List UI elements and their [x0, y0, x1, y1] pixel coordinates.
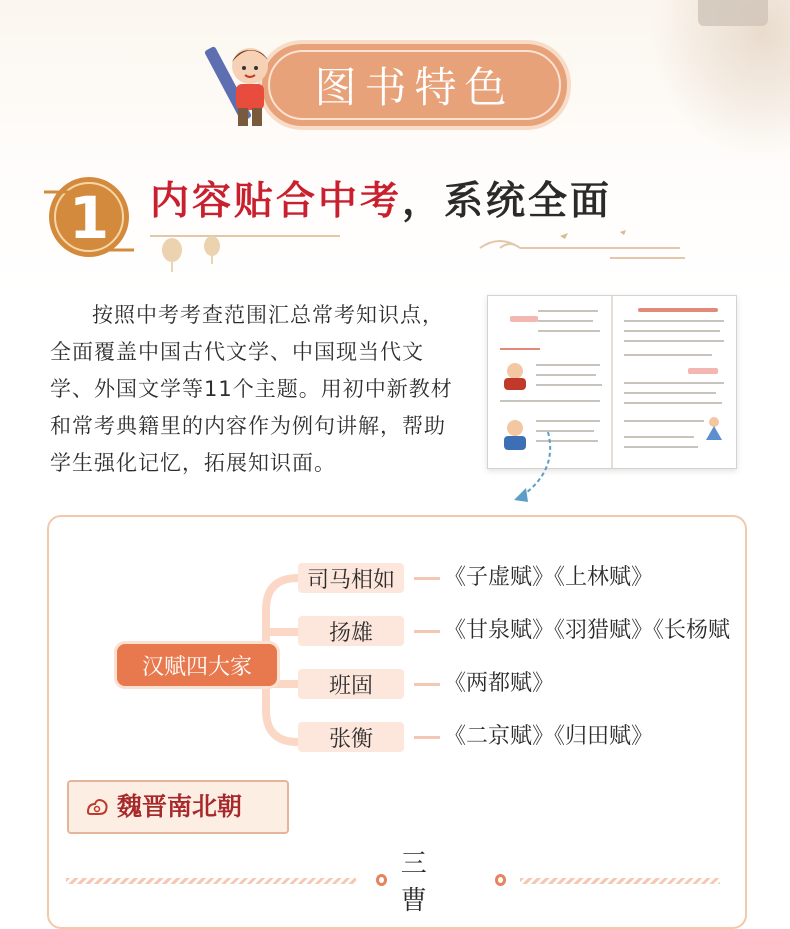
author-box: 班固	[298, 669, 404, 699]
book-line	[624, 446, 698, 448]
title-banner	[262, 44, 567, 126]
figure-icon	[700, 414, 728, 442]
section-number: 1	[68, 184, 110, 252]
works-text: 《两都赋》	[444, 671, 555, 696]
works-text: 《子虚赋》《上林赋》	[444, 565, 654, 590]
heading-rest: ，系统全面	[402, 179, 613, 224]
author-box: 司马相如	[298, 563, 404, 593]
connector-dash	[414, 736, 440, 739]
book-line	[624, 382, 724, 384]
book-accent	[688, 368, 718, 374]
book-line	[624, 420, 704, 422]
works-text: 《二京赋》《归田赋》	[444, 724, 654, 749]
mindmap-root: 汉赋四大家	[117, 644, 277, 686]
number-badge-icon	[44, 172, 134, 262]
author-box: 扬雄	[298, 616, 404, 646]
book-spine	[611, 296, 613, 468]
connector-dash	[414, 577, 440, 580]
book-line	[624, 392, 716, 394]
book-line	[624, 436, 694, 438]
book-line	[624, 354, 712, 356]
book-line	[500, 400, 600, 402]
divider-right	[520, 878, 720, 884]
book-line	[624, 330, 720, 332]
author-box: 张衡	[298, 722, 404, 752]
era-tag	[67, 780, 289, 834]
book-line	[538, 330, 600, 332]
book-line	[624, 340, 724, 342]
heading-highlight: 内容贴合中考	[150, 179, 403, 224]
subsection-label: 三 曹	[400, 849, 447, 916]
book-line	[624, 320, 724, 322]
book-line	[536, 384, 602, 386]
subsection-title	[376, 849, 506, 916]
connector-dash	[414, 630, 440, 633]
connector-dash	[414, 683, 440, 686]
book-line	[536, 420, 600, 422]
book-line	[536, 364, 600, 366]
book-accent	[510, 316, 538, 322]
book-line	[624, 402, 722, 404]
book-line	[538, 320, 593, 322]
era-label: 魏晋南北朝	[117, 792, 243, 821]
book-line	[538, 310, 598, 312]
ring-icon	[495, 874, 506, 886]
section-heading	[150, 170, 612, 224]
divider-left	[66, 878, 356, 884]
banner-title: 图书特色	[314, 63, 515, 112]
curved-arrow-icon	[508, 430, 568, 510]
cloud-icon	[85, 796, 109, 818]
house-illustration	[698, 0, 768, 26]
book-accent	[638, 308, 718, 312]
kid-with-pencil-icon	[204, 36, 294, 132]
works-text: 《甘泉赋》《羽猎赋》《长杨赋	[444, 618, 731, 643]
book-line	[500, 348, 540, 350]
book-line	[536, 374, 596, 376]
lantern-cloud-decoration	[140, 230, 700, 275]
description-paragraph: 按照中考考查范围汇总常考知识点，全面覆盖中国古代文学、中国现当代文学、外国文学等11个主题。用初中新教材和常考典籍里的内容作为例句讲解，帮助学生强化记忆，拓展知识面。	[50, 303, 453, 475]
ring-icon	[376, 874, 387, 886]
portrait-icon	[498, 360, 532, 390]
